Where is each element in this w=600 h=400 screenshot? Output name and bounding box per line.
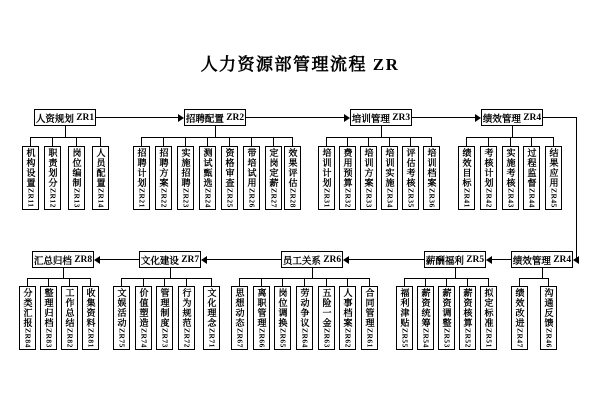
node-code: ZR26 [247, 188, 257, 208]
connector-stub [431, 137, 432, 146]
connector-rail [30, 137, 101, 138]
node-ZR74 [135, 286, 152, 350]
node-text [503, 148, 519, 208]
node-label: 实施招聘 [180, 148, 191, 189]
group-label: 绩效管理 [512, 256, 551, 267]
node-code: ZR47 [515, 328, 525, 348]
node-code: ZR61 [365, 328, 375, 348]
group-code: ZR1 [76, 112, 95, 123]
node-text [69, 148, 85, 208]
node-text [319, 288, 335, 348]
node-code: ZR53 [442, 328, 452, 348]
node-code: ZR31 [322, 188, 332, 208]
node-label: 招聘方案 [158, 148, 169, 189]
group-code: ZR4 [523, 112, 542, 123]
node-ZR75 [113, 286, 130, 350]
group-header-ZR3 [350, 109, 412, 126]
group-label: 培训管理 [351, 114, 390, 125]
group-label: 薪酬福利 [425, 256, 464, 267]
node-label: 思想动态 [234, 288, 245, 329]
group-header-ZR4 [481, 109, 543, 126]
node-label: 沟通反馈 [543, 288, 554, 329]
node-ZR28 [284, 146, 301, 210]
node-code: ZR72 [182, 328, 192, 348]
connector-stub [121, 278, 122, 286]
node-text [45, 148, 61, 208]
node-code: ZR27 [269, 188, 279, 208]
node-ZR24 [199, 146, 216, 210]
node-text [460, 288, 476, 348]
node-ZR73 [156, 286, 173, 350]
group-code: ZR2 [226, 112, 245, 123]
node-ZR11 [22, 146, 39, 210]
node-ZR34 [381, 146, 398, 210]
node-ZR26 [243, 146, 260, 210]
node-text [512, 288, 528, 348]
connector-stub [273, 137, 274, 146]
node-code: ZR55 [400, 328, 410, 348]
group-code: ZR3 [392, 112, 411, 123]
node-ZR82 [61, 286, 78, 350]
connector-stub [100, 137, 101, 146]
node-text [83, 288, 99, 348]
node-code: ZR84 [23, 328, 33, 348]
node-label: 招聘计划 [136, 148, 147, 189]
node-ZR55 [396, 286, 413, 350]
node-code: ZR12 [48, 188, 58, 208]
node-code: ZR22 [159, 188, 169, 208]
node-ZR51 [480, 286, 497, 350]
node-text [418, 288, 434, 348]
arrowhead-left [201, 256, 207, 264]
node-label: 价值塑造 [138, 288, 149, 329]
node-ZR64 [296, 286, 313, 350]
node-ZR45 [545, 146, 562, 210]
connector-stub [164, 278, 165, 286]
connector-stub [282, 278, 283, 286]
node-text [179, 288, 195, 348]
group-header-ZR5 [424, 251, 486, 268]
node-text [20, 288, 36, 348]
node-ZR32 [339, 146, 356, 210]
connector-stub [368, 137, 369, 146]
node-code: ZR66 [257, 328, 267, 348]
node-label: 职责划分 [47, 148, 58, 189]
node-code: ZR73 [160, 328, 170, 348]
connector-stub [48, 278, 49, 286]
node-label: 培训实施 [384, 148, 395, 189]
node-code: ZR13 [72, 188, 82, 208]
node-ZR72 [178, 286, 195, 350]
flow-line [246, 117, 344, 118]
node-text [397, 288, 413, 348]
node-ZR66 [253, 286, 270, 350]
node-text [340, 288, 356, 348]
connector-stub [519, 278, 520, 286]
arrowhead-left [573, 256, 579, 264]
node-text [244, 148, 260, 208]
connector-stub [69, 278, 70, 286]
connector-stub [90, 278, 91, 286]
group-header-ZR7 [139, 251, 201, 268]
node-text [340, 148, 356, 208]
node-label: 岗位调换 [277, 288, 288, 329]
arrowhead-left [486, 256, 492, 264]
connector-rail [519, 278, 549, 279]
node-text [459, 148, 475, 208]
node-label: 带培试用 [246, 148, 257, 189]
node-ZR44 [523, 146, 540, 210]
connector-rail [27, 278, 91, 279]
node-text [481, 148, 497, 208]
node-code: ZR45 [549, 188, 559, 208]
node-code: ZR36 [427, 188, 437, 208]
node-label: 薪资统筹 [420, 288, 431, 329]
node-ZR53 [438, 286, 455, 350]
flow-line [576, 117, 577, 260]
node-text [254, 288, 270, 348]
node-label: 薪资调整 [441, 288, 452, 329]
node-text [157, 288, 173, 348]
connector-stub [207, 137, 208, 146]
node-text [114, 288, 130, 348]
node-label: 费用预算 [342, 148, 353, 189]
node-ZR22 [155, 146, 172, 210]
connector-rail [326, 137, 432, 138]
node-ZR71 [203, 286, 220, 350]
node-text [200, 148, 216, 208]
node-code: ZR21 [137, 188, 147, 208]
node-ZR23 [177, 146, 194, 210]
node-code: ZR43 [506, 188, 516, 208]
node-text [204, 288, 220, 348]
connector-stub [163, 137, 164, 146]
node-code: ZR33 [364, 188, 374, 208]
connector-stub [292, 137, 293, 146]
node-text [178, 148, 194, 208]
node-label: 结果应用 [548, 148, 559, 189]
node-code: ZR81 [86, 328, 96, 348]
connector-stub [251, 137, 252, 146]
node-label: 评估考核 [405, 148, 416, 189]
group-header-ZR1 [34, 109, 96, 126]
group-header-ZR6 [281, 251, 343, 268]
node-label: 实施考核 [505, 148, 516, 189]
node-code: ZR11 [26, 188, 36, 208]
node-label: 福利津贴 [399, 288, 410, 329]
node-text [524, 148, 540, 208]
node-label: 工作总结 [64, 288, 75, 329]
node-text [62, 288, 78, 348]
node-text [222, 148, 238, 208]
node-text [424, 148, 440, 208]
node-text [285, 148, 301, 208]
group-code: ZR6 [323, 254, 342, 265]
connector-stub [446, 278, 447, 286]
group-code: ZR8 [74, 254, 93, 265]
connector-stub [425, 278, 426, 286]
node-code: ZR51 [484, 328, 494, 348]
node-label: 收集资料 [85, 288, 96, 329]
node-ZR27 [265, 146, 282, 210]
connector-stub [52, 137, 53, 146]
node-text [266, 148, 282, 208]
arrowhead-left [94, 256, 100, 264]
connector-stub [326, 278, 327, 286]
connector-stub [369, 278, 370, 286]
node-ZR31 [318, 146, 335, 210]
node-text [382, 148, 398, 208]
connector-stub [510, 137, 511, 146]
node-label: 人员配置 [95, 148, 106, 189]
node-text [134, 148, 150, 208]
node-text [546, 148, 562, 208]
connector-stub [326, 137, 327, 146]
node-text [403, 148, 419, 208]
node-label: 文化理念 [206, 288, 217, 329]
node-text [362, 288, 378, 348]
connector-stub [467, 278, 468, 286]
group-label: 绩效管理 [482, 114, 521, 125]
node-ZR13 [68, 146, 85, 210]
node-ZR54 [417, 286, 434, 350]
chart-title: 人力资源部管理流程 ZR [200, 55, 400, 74]
group-label: 汇总归档 [33, 256, 72, 267]
connector-stub [141, 137, 142, 146]
group-label: 员工关系 [282, 256, 321, 267]
connector-stub [30, 137, 31, 146]
node-label: 机构设置 [25, 148, 36, 189]
node-code: ZR67 [235, 328, 245, 348]
node-code: ZR41 [462, 188, 472, 208]
node-code: ZR75 [117, 328, 127, 348]
node-text [297, 288, 313, 348]
node-code: ZR82 [65, 328, 75, 348]
connector-stub [389, 137, 390, 146]
flow-line [412, 117, 475, 118]
node-text [232, 288, 248, 348]
node-ZR52 [459, 286, 476, 350]
node-text [481, 288, 497, 348]
node-ZR46 [540, 286, 557, 350]
node-ZR14 [92, 146, 109, 210]
group-header-ZR4 [511, 251, 573, 268]
connector-stub [347, 278, 348, 286]
connector-stub [304, 278, 305, 286]
connector-stub [553, 137, 554, 146]
connector-stub [488, 137, 489, 146]
node-ZR47 [511, 286, 528, 350]
node-ZR62 [339, 286, 356, 350]
flow-line [543, 117, 576, 118]
group-label: 文化建设 [140, 256, 179, 267]
node-code: ZR71 [207, 328, 217, 348]
node-ZR42 [480, 146, 497, 210]
connector-stub [143, 278, 144, 286]
connector-stub [239, 278, 240, 286]
node-ZR67 [231, 286, 248, 350]
node-label: 五险一金 [321, 288, 332, 329]
node-label: 培训方案 [363, 148, 374, 189]
node-code: ZR44 [527, 188, 537, 208]
node-code: ZR63 [322, 328, 332, 348]
node-text [319, 148, 335, 208]
node-ZR25 [221, 146, 238, 210]
connector-stub [27, 278, 28, 286]
node-label: 劳动争议 [299, 288, 310, 329]
node-label: 培训档案 [426, 148, 437, 189]
node-label: 整理归档 [43, 288, 54, 329]
connector-stub [488, 278, 489, 286]
connector-rail [121, 278, 212, 279]
node-ZR41 [458, 146, 475, 210]
node-code: ZR23 [181, 188, 191, 208]
connector-stub [211, 278, 212, 286]
node-label: 行为规范 [181, 288, 192, 329]
node-code: ZR54 [421, 328, 431, 348]
connector-stub [410, 137, 411, 146]
node-label: 考核计划 [483, 148, 494, 189]
node-label: 效果评估 [287, 148, 298, 189]
node-code: ZR42 [484, 188, 494, 208]
node-ZR61 [361, 286, 378, 350]
flow-line [207, 259, 281, 260]
node-ZR36 [423, 146, 440, 210]
node-text [93, 148, 109, 208]
flow-line [96, 117, 178, 118]
node-ZR63 [318, 286, 335, 350]
node-text [361, 148, 377, 208]
node-label: 测试甄选 [202, 148, 213, 189]
node-text [23, 148, 39, 208]
group-header-ZR2 [184, 109, 246, 126]
arrowhead-left [343, 256, 349, 264]
connector-stub [185, 137, 186, 146]
arrowhead-right [344, 114, 350, 122]
node-code: ZR64 [300, 328, 310, 348]
node-text [439, 288, 455, 348]
node-ZR21 [133, 146, 150, 210]
node-ZR81 [82, 286, 99, 350]
node-label: 离职管理 [256, 288, 267, 329]
connector-stub [404, 278, 405, 286]
arrowhead-right [178, 114, 184, 122]
node-label: 文娱活动 [116, 288, 127, 329]
group-label: 招聘配置 [185, 114, 224, 125]
group-label: 人资规划 [35, 114, 74, 125]
node-label: 人事档案 [342, 288, 353, 329]
node-code: ZR34 [385, 188, 395, 208]
node-label: 绩效目标 [461, 148, 472, 189]
connector-stub [531, 137, 532, 146]
node-label: 薪资核算 [462, 288, 473, 329]
connector-stub [261, 278, 262, 286]
connector-stub [229, 137, 230, 146]
node-code: ZR32 [343, 188, 353, 208]
node-label: 岗位编制 [71, 148, 82, 189]
node-label: 拟定标准 [483, 288, 494, 329]
node-code: ZR83 [44, 328, 54, 348]
arrowhead-right [475, 114, 481, 122]
node-code: ZR28 [288, 188, 298, 208]
group-header-ZR8 [32, 251, 94, 268]
node-code: ZR74 [139, 328, 149, 348]
connector-stub [466, 137, 467, 146]
connector-stub [186, 278, 187, 286]
node-code: ZR14 [96, 188, 106, 208]
node-code: ZR25 [225, 188, 235, 208]
node-code: ZR24 [203, 188, 213, 208]
node-label: 管理制度 [159, 288, 170, 329]
node-text [541, 288, 557, 348]
node-ZR84 [19, 286, 36, 350]
node-text [136, 288, 152, 348]
node-code: ZR62 [343, 328, 353, 348]
group-code: ZR7 [181, 254, 200, 265]
node-code: ZR46 [544, 328, 554, 348]
node-label: 绩效改进 [514, 288, 525, 329]
node-ZR83 [40, 286, 57, 350]
connector-stub [76, 137, 77, 146]
node-text [41, 288, 57, 348]
node-ZR43 [502, 146, 519, 210]
node-code: ZR52 [463, 328, 473, 348]
node-label: 合同管理 [364, 288, 375, 329]
node-ZR35 [402, 146, 419, 210]
node-text [275, 288, 291, 348]
connector-stub [347, 137, 348, 146]
group-code: ZR4 [553, 254, 572, 265]
node-label: 定岗定薪 [268, 148, 279, 189]
node-label: 培训计划 [321, 148, 332, 189]
node-label: 分类汇报 [22, 288, 33, 329]
connector-stub [548, 278, 549, 286]
node-ZR65 [274, 286, 291, 350]
node-ZR33 [360, 146, 377, 210]
node-ZR12 [44, 146, 61, 210]
flow-line [349, 259, 424, 260]
node-label: 资格审查 [224, 148, 235, 189]
node-code: ZR35 [406, 188, 416, 208]
node-text [156, 148, 172, 208]
node-label: 过程监督 [526, 148, 537, 189]
flow-line [492, 259, 511, 260]
group-code: ZR5 [466, 254, 485, 265]
node-code: ZR65 [278, 328, 288, 348]
flow-line [100, 259, 139, 260]
